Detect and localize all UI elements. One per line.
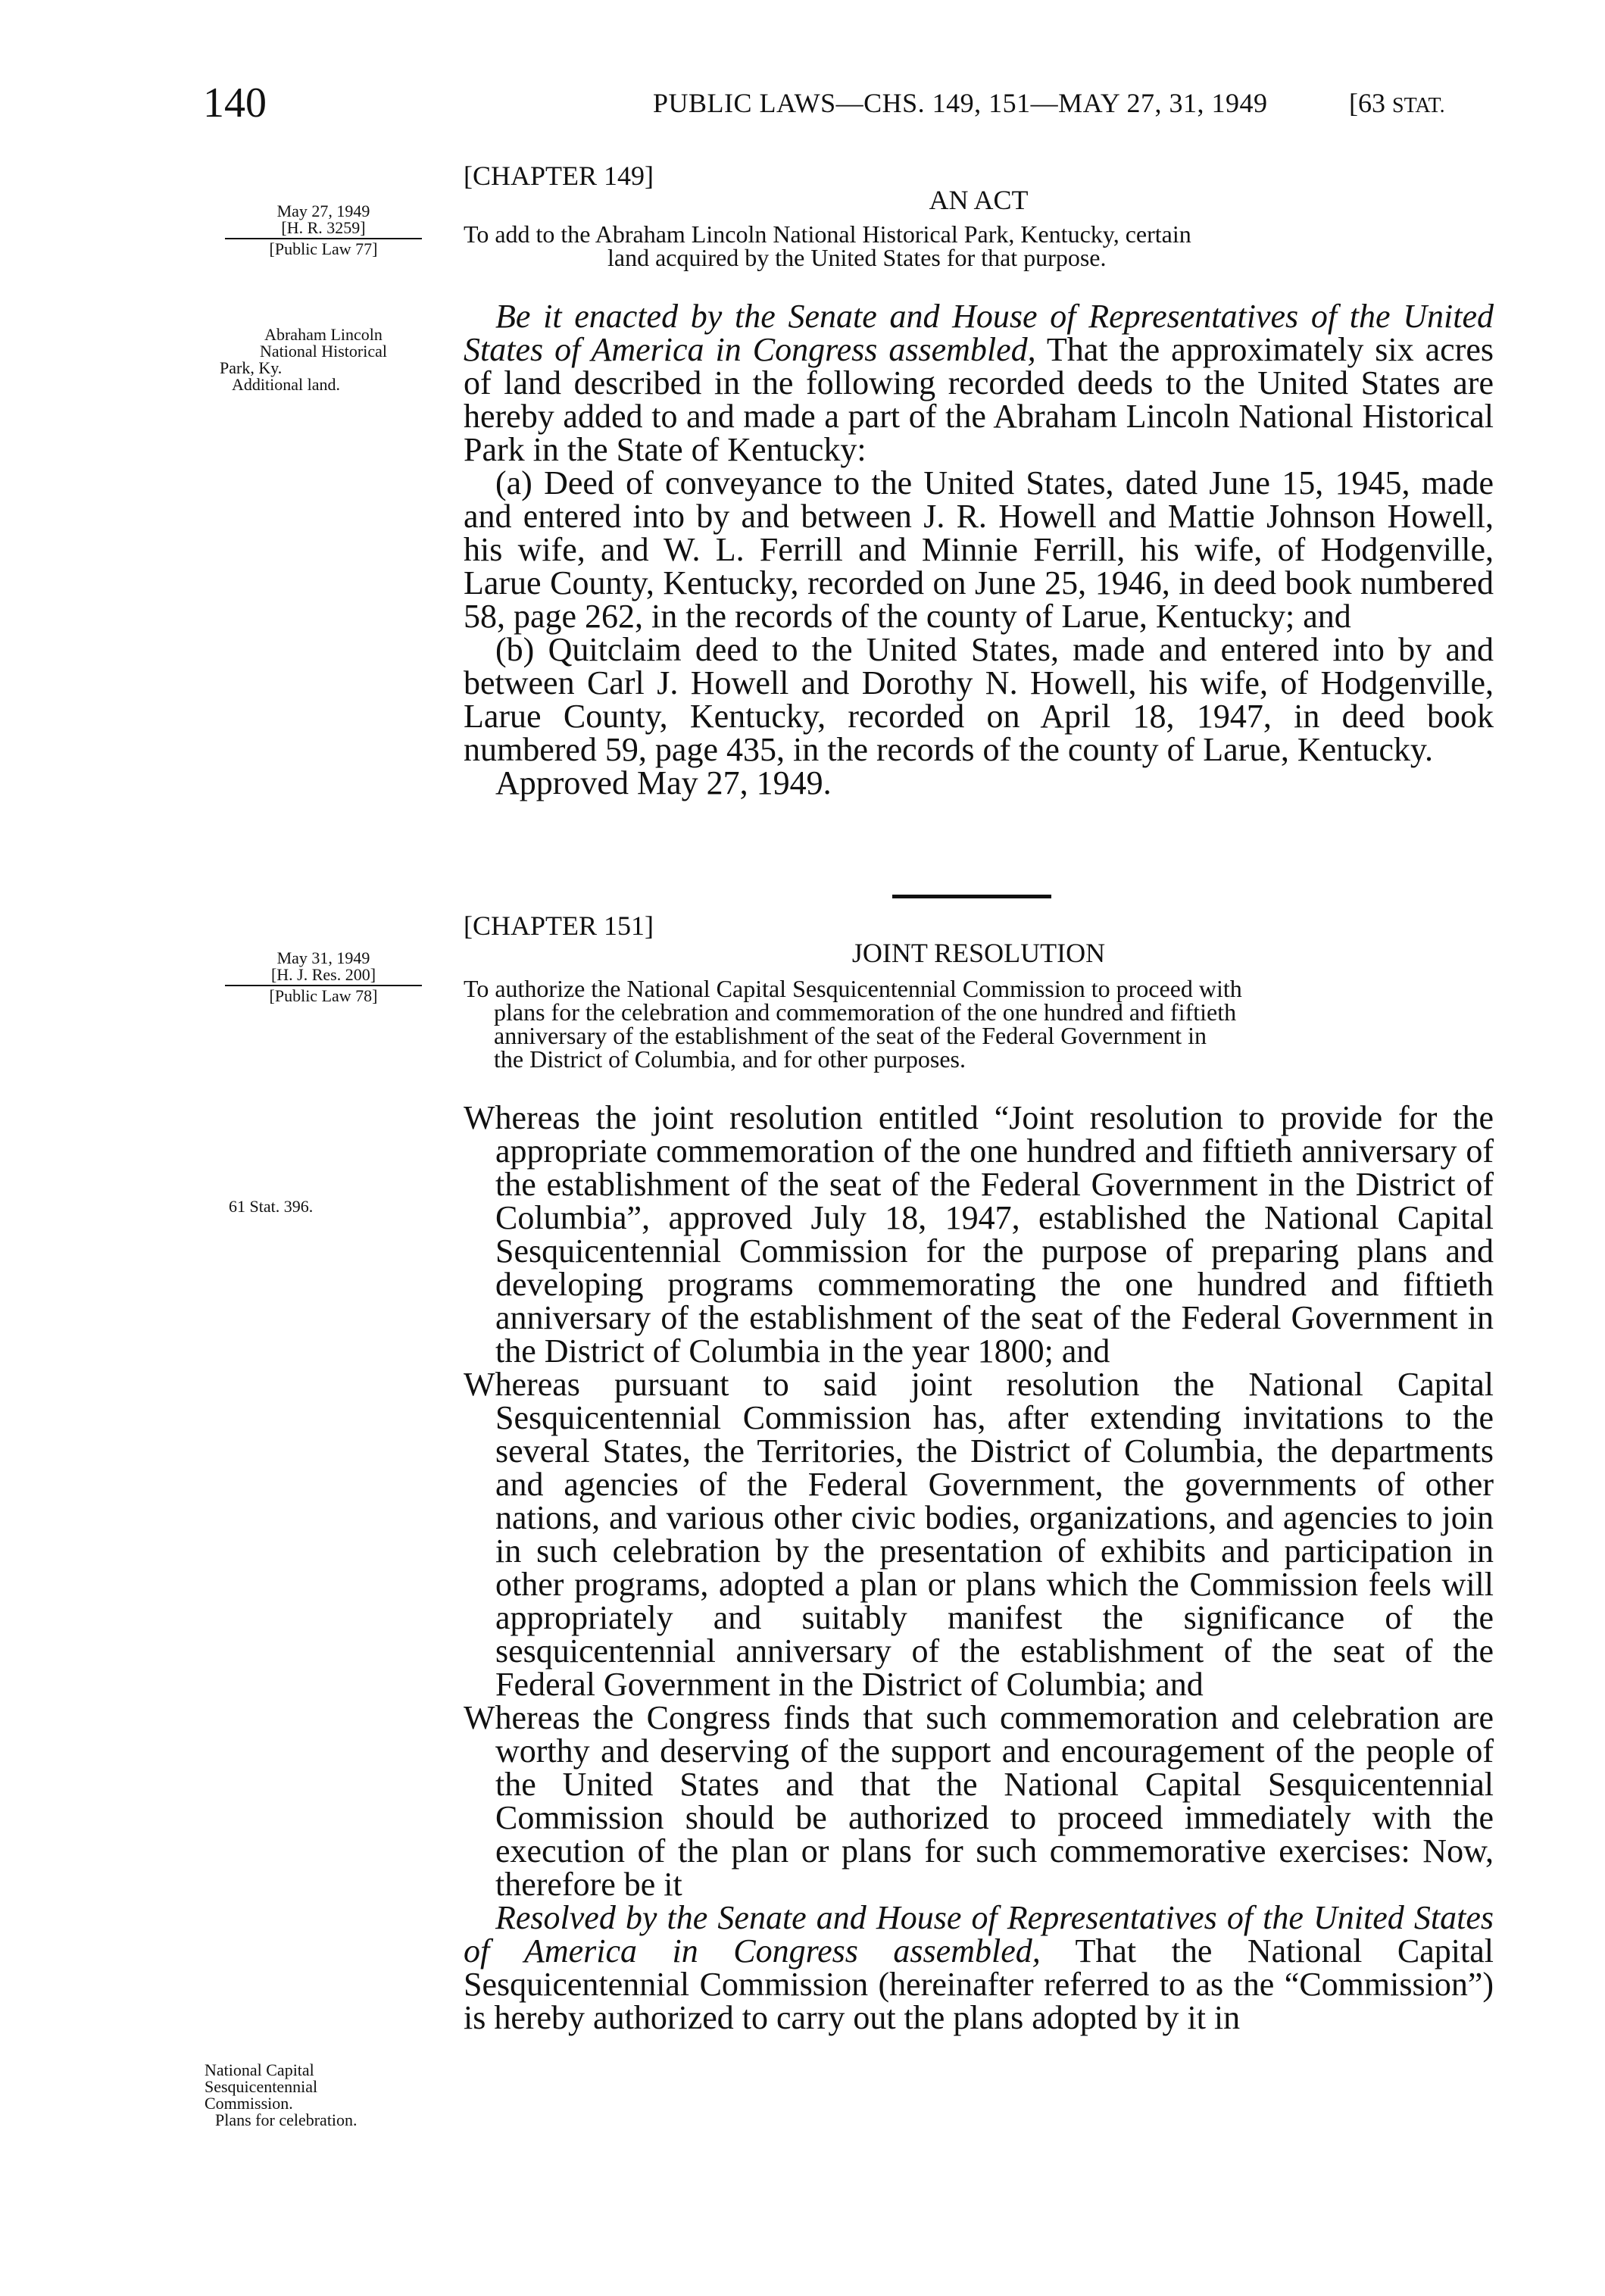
- margin-topic-line: Park, Ky.: [220, 358, 283, 377]
- margin-note-ch151-header: [214, 950, 433, 1004]
- joint-resolution-summary: [464, 977, 1494, 1071]
- approval-date: Approved May 27, 1949.: [495, 764, 832, 801]
- enacting-clause-italic: Be it enacted by the Senate and House of Representatives of the United States of America in Congress assembled,: [464, 298, 1494, 368]
- act-body: [464, 300, 1494, 800]
- act-title: AN ACT: [929, 185, 1029, 215]
- resolution-summary-line: the District of Columbia, and for other purposes.: [494, 1045, 966, 1073]
- act-summary-line: land acquired by the United States for that purpose.: [607, 244, 1107, 271]
- resolving-clause-text: That the National Capital Sesquicentennial Commission (hereinafter referred to as the “Commission”) is hereby authorized to carry out the plans adopted by it in: [464, 1932, 1494, 2036]
- margin-public-law: [Public Law 77]: [269, 239, 378, 258]
- whereas-clause: Whereas the joint resolution entitled “Joint resolution to provide for the appropriate commemoration of the one hundred and fiftieth anniversary of the establishment of the seat of the Federal Government in the District of Columbia”, approved July 18, 1947, established the National Capital Sesquicentennial Commission for the purpose of preparing plans and developing programs commemorating the one hundred and fiftieth anniversary of the establishment of the seat of the Federal Government in the District of Columbia in the year 1800; and: [464, 1099, 1494, 1370]
- margin-topic-line: Sesquicentennial: [205, 2077, 318, 2096]
- margin-bill: [H. R. 3259]: [281, 218, 366, 237]
- margin-date: May 31, 1949: [276, 948, 370, 967]
- margin-topic-line: National Capital: [205, 2060, 314, 2079]
- chapter-149-label: [CHAPTER 149]: [464, 161, 654, 191]
- page-number: 140: [203, 80, 267, 127]
- volume-citation: [1349, 89, 1445, 117]
- deed-item-b: (b) Quitclaim deed to the United States, made and entered into by and between Carl J. Howell and Dorothy N. Howell, his wife, of Hodgenville, Larue County, Kentucky, recorded on April 18, 1947, in deed book numbered 59, page 435, in the records of the county of Larue, Kentucky.: [464, 631, 1494, 768]
- enacting-clause: [464, 300, 1494, 467]
- resolving-clause-italic: Resolved by the Senate and House of Representatives of the United States of America in Congress assembled,: [464, 1899, 1494, 1970]
- volume-prefix: [63: [1349, 88, 1392, 118]
- running-head: PUBLIC LAWS—CHS. 149, 151—MAY 27, 31, 1949: [653, 88, 1268, 118]
- act-summary-line: To add to the Abraham Lincoln National Historical Park, Kentucky, certain: [464, 220, 1191, 248]
- margin-topic-line: National Historical: [259, 342, 387, 361]
- joint-resolution-body: [464, 1101, 1494, 2035]
- margin-note-ch149-header: [214, 203, 433, 258]
- margin-date: May 27, 1949: [276, 201, 370, 220]
- margin-topic-line: Plans for celebration.: [215, 2110, 358, 2129]
- joint-resolution-title: JOINT RESOLUTION: [851, 938, 1106, 968]
- whereas-clause: Whereas the Congress finds that such commemoration and celebration are worthy and deserving of the support and encouragement of the people of the United States and that the National Capital Sesquicentennial Commission should be authorized to proceed immediately with the execution of the plan or plans for such commemorative exercises: Now, therefore be it: [464, 1699, 1494, 1903]
- margin-citation: 61 Stat. 396.: [229, 1197, 314, 1216]
- whereas-clause: Whereas pursuant to said joint resolution the National Capital Sesquicentennial Commission has, after extending invitations to the several States, the Territories, the District of Columbia, the departments and agencies of the Federal Government, the governments of other nations, and various other civic bodies, organizations, and agencies to join in such celebration by the presentation of exhibits and participation in other programs, adopted a plan or plans which the Commission feels will appropriately and suitably manifest the significance of the sesquicentennial anniversary of the establishment of the seat of the Federal Government in the District of Columbia; and: [464, 1366, 1494, 1703]
- resolution-summary-line: To authorize the National Capital Sesquicentennial Commission to proceed with: [464, 975, 1242, 1002]
- resolution-summary-line: anniversary of the establishment of the seat of the Federal Government in: [494, 1022, 1207, 1049]
- resolving-clause: [464, 1901, 1494, 2035]
- margin-topic-line: Abraham Lincoln: [264, 325, 383, 344]
- margin-topic-line: Commission.: [205, 2094, 293, 2113]
- margin-topic-line: Additional land.: [232, 375, 340, 394]
- resolution-summary-line: plans for the celebration and commemoration of the one hundred and fiftieth: [494, 998, 1237, 1026]
- margin-bill: [H. J. Res. 200]: [270, 965, 376, 984]
- act-summary: [464, 220, 1494, 271]
- margin-note-topic: [214, 326, 433, 393]
- enacting-clause-text: That the approximately six acres of land described in the following recorded deeds to the United States are hereby added to and made a part of the Abraham Lincoln National Historical Park in the State of Kentucky:: [464, 331, 1494, 468]
- deed-item-a: (a) Deed of conveyance to the United States, dated June 15, 1945, made and entered into by and between J. R. Howell and Mattie Johnson Howell, his wife, and W. L. Ferrill and Minnie Ferrill, his wife, of Hodgenville, Larue County, Kentucky, recorded on June 25, 1946, in deed book numbered 58, page 262, in the records of the county of Larue, Kentucky; and: [464, 464, 1494, 635]
- chapter-151-label: [CHAPTER 151]: [464, 911, 654, 941]
- section-separator: [892, 895, 1051, 898]
- volume-abbrev: STAT.: [1392, 94, 1445, 117]
- margin-public-law: [Public Law 78]: [269, 986, 378, 1005]
- margin-note-commission: [205, 2062, 432, 2129]
